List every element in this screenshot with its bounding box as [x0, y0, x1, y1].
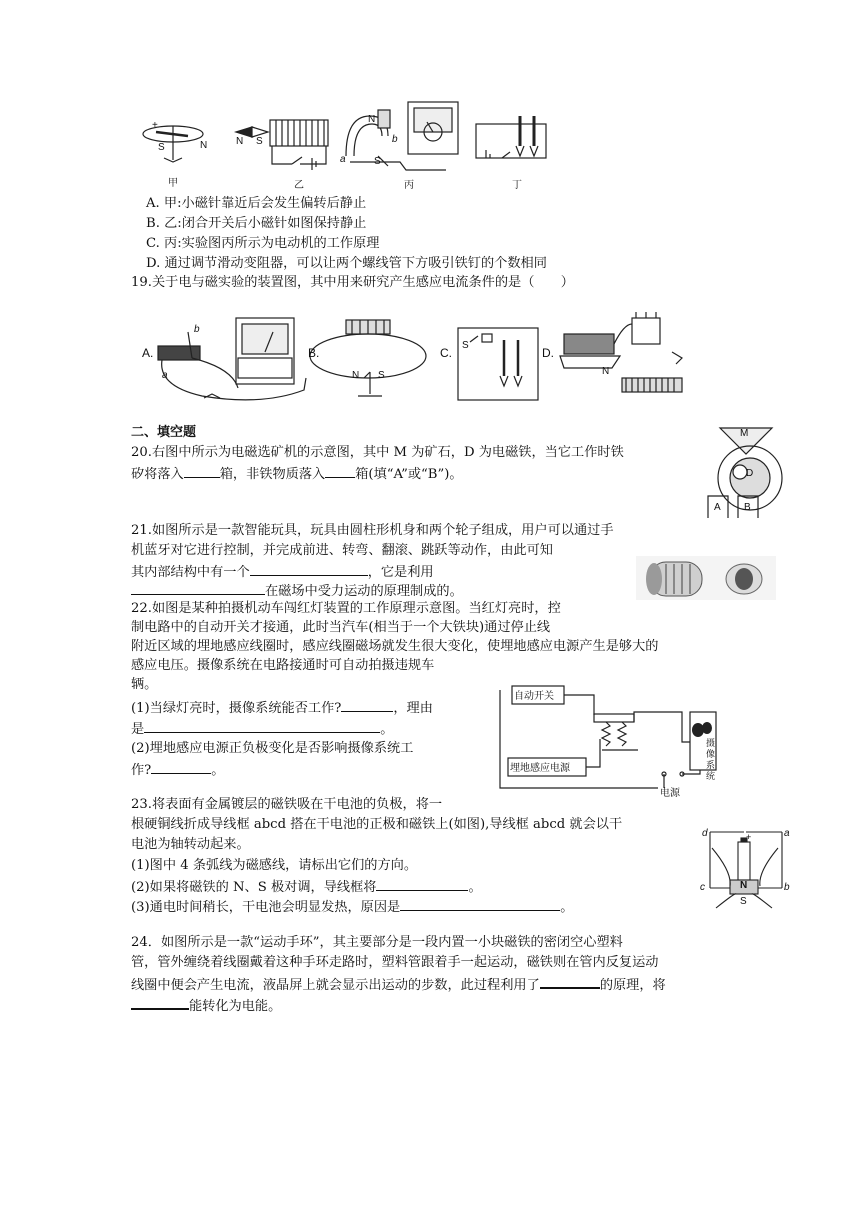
- section-title: 二、填空题: [131, 424, 197, 439]
- q18-label-yi-n: N: [236, 136, 244, 147]
- q23-figure: [700, 828, 790, 916]
- q18-label-bing-n: N: [368, 114, 376, 125]
- q24-line3: [131, 973, 666, 996]
- q21-line2: 机蓝牙对它进行控制，并完成前进、转弯、翻滚、跳跃等动作，由此可知: [131, 543, 553, 558]
- q22-label-camera: 摄像系统: [706, 738, 716, 781]
- figure-yi: [236, 120, 328, 170]
- q19d-label-n: N: [602, 366, 610, 377]
- q24-line4: [131, 994, 281, 1017]
- q18-label-jia-s: S: [158, 142, 165, 153]
- q20-blank-2[interactable]: [325, 463, 355, 478]
- q23-sub3: [131, 896, 573, 918]
- q20-label-d: D: [746, 468, 754, 479]
- q22-sub1-text-d: 。: [380, 722, 394, 737]
- q20-line2: [131, 463, 463, 485]
- q19-label-b: B.: [308, 346, 320, 360]
- q22-line3: 附近区域的埋地感应线圈时，感应线圈磁场就发生很大变化，使埋地感应电源产生是够大的: [131, 639, 659, 654]
- q19b-label-n: N: [352, 370, 360, 381]
- q18-caption-jia: 甲: [168, 178, 178, 189]
- q19-label-a: A.: [142, 346, 154, 360]
- q18-caption-ding: 丁: [512, 180, 522, 191]
- q20-text-c: 箱(填“A”或“B”)。: [355, 467, 463, 482]
- q20-text-b: 箱，非铁物质落入: [219, 467, 326, 482]
- q19-stem: 19.关于电与磁实验的装置图，其中用来研究产生感应电流条件的是（ ）: [131, 275, 574, 290]
- q22-label-source: 埋地感应电源: [510, 763, 570, 774]
- q22-label-power: 电源: [660, 788, 680, 799]
- q19b-label-s: S: [378, 370, 385, 381]
- q20-label-a: A: [714, 502, 721, 513]
- q24-blank-1[interactable]: [540, 973, 600, 989]
- q21-text-b: ，它是利用: [367, 565, 434, 580]
- q19a-label-b: b: [194, 324, 200, 335]
- q21-figure: [636, 556, 776, 600]
- q23-sub2: [131, 876, 482, 898]
- q22-sub2-cont: [131, 759, 224, 781]
- q21-line1: 21.如图所示是一款智能玩具，玩具由圆柱形机身和两个轮子组成，用户可以通过手: [131, 523, 614, 538]
- q21-blank-1[interactable]: [250, 561, 368, 576]
- q19a-label-a: a: [162, 370, 168, 381]
- q23-label-a: a: [784, 828, 790, 839]
- q21-text-c: 在磁场中受力运动的原理制成的。: [265, 584, 463, 599]
- q23-sub3-text-b: 。: [560, 900, 574, 915]
- q22-label-auto-switch: 自动开关: [514, 691, 554, 702]
- q18-label-jia-n: N: [200, 140, 208, 151]
- figure-bing: [346, 102, 458, 170]
- q18-option-a: A. 甲:小磁针靠近后会发生偏转后静止: [146, 196, 367, 211]
- q23-line2: 根硬铜线折成导线框 abcd 搭在干电池的正极和磁铁上(如图),导线框 abcd 就会以干: [131, 817, 623, 832]
- q21-toy-photo: [636, 556, 776, 600]
- q18-label-jia-plus: +: [152, 120, 158, 131]
- q22-line4: 感应电压。摄像系统在电路接通时可自动拍摄违规车: [131, 658, 435, 673]
- q18-caption-bing: 丙: [404, 180, 414, 191]
- q24-text-c: 能转化为电能。: [189, 999, 282, 1014]
- q19-label-d: D.: [542, 346, 554, 360]
- q22-line1: 22.如图是某种拍摄机动车闯红灯装置的工作原理示意图。当红灯亮时，控: [131, 601, 561, 616]
- q22-sub1-text-b: ，理由: [393, 701, 433, 716]
- q23-label-plus: +: [746, 832, 752, 842]
- figure-19c: [458, 328, 538, 400]
- q23-blank-1[interactable]: [376, 876, 468, 891]
- q22-sub1: [131, 697, 433, 719]
- figure-19b: [310, 320, 426, 396]
- q24-line2: 管，管外缠绕着线圈戴着这种手环走路时，塑料管跟着手一起运动，磁铁则在管内反复运动: [131, 955, 659, 970]
- q22-sub2-text-b: 作?: [131, 763, 152, 778]
- q22-line5: 辆。: [131, 677, 158, 692]
- q22-sub1-cont: [131, 718, 393, 740]
- q20-text-a: 矽将落入: [131, 467, 184, 482]
- q18-label-bing-a: a: [340, 154, 346, 165]
- q23-label-b: b: [784, 882, 790, 893]
- q18-label-yi-s: S: [256, 136, 263, 147]
- q23-line1: 23.将表面有金属镀层的磁铁吸在干电池的负极，将一: [131, 797, 443, 812]
- q22-sub2-text-c: 。: [211, 763, 225, 778]
- q18-option-b: B. 乙:闭合开关后小磁针如图保持静止: [146, 216, 367, 231]
- q22-blank-1[interactable]: [341, 697, 393, 712]
- q18-caption-yi: 乙: [294, 180, 304, 191]
- q23-sub3-text-a: (3)通电时间稍长，干电池会明显发热，原因是: [131, 900, 401, 915]
- q18-label-bing-s: S: [374, 156, 381, 167]
- q22-blank-3[interactable]: [151, 759, 211, 774]
- q19c-label-s: S: [462, 340, 469, 351]
- q19-label-c: C.: [440, 346, 452, 360]
- figure-19a: [158, 318, 306, 400]
- q22-sub1-text-a: (1)当绿灯亮时，摄像系统能否工作?: [131, 701, 342, 716]
- q19-figures: [132, 312, 692, 408]
- q21-blank-2[interactable]: [131, 580, 265, 595]
- q24-text-b: 的原理，将: [599, 978, 666, 993]
- q18-option-c: C. 丙:实验图丙所示为电动机的工作原理: [146, 236, 380, 251]
- q22-figure: [494, 680, 730, 802]
- q23-blank-2[interactable]: [400, 896, 560, 911]
- q21-text-a: 其内部结构中有一个: [131, 565, 250, 580]
- q20-line1: 20.右图中所示为电磁选矿机的示意图，其中 M 为矿石，D 为电磁铁，当它工作时铁: [131, 445, 624, 460]
- q23-label-s: S: [740, 896, 747, 907]
- q23-sub1: (1)图中 4 条弧线为磁感线，请标出它们的方向。: [131, 858, 418, 873]
- q22-sub1-text-c: 是: [131, 722, 145, 737]
- q24-blank-2[interactable]: [131, 994, 189, 1010]
- q23-line3: 电池为轴转动起来。: [131, 837, 250, 852]
- q23-label-c: c: [700, 882, 705, 893]
- q23-sub2-text-a: (2)如果将磁铁的 N、S 极对调，导线框将: [131, 880, 377, 895]
- q20-label-b: B: [744, 502, 751, 513]
- q20-figure: [700, 418, 792, 518]
- q22-sub2: (2)埋地感应电源正负极变化是否影响摄像系统工: [131, 741, 414, 756]
- q22-blank-2[interactable]: [144, 718, 380, 733]
- q22-line2: 制电路中的自动开关才接通，此时当汽车(相当于一个大铁块)通过停止线: [131, 620, 551, 635]
- q20-blank-1[interactable]: [184, 463, 220, 478]
- q18-option-d: D. 通过调节滑动变阻器，可以让两个螺线管下方吸引铁钉的个数相同: [146, 256, 547, 271]
- q19-figure-strip: [132, 312, 692, 408]
- figure-19d: [560, 312, 682, 392]
- figure-ding: [476, 116, 546, 158]
- figure-jia: [143, 126, 203, 162]
- q23-label-n: N: [740, 880, 748, 891]
- q20-label-m: M: [740, 428, 749, 439]
- q23-sub2-text-b: 。: [468, 880, 482, 895]
- q24-line1: 24．如图所示是一款“运动手环”，其主要部分是一段内置一小块磁铁的密闭空心塑料: [131, 935, 623, 950]
- q24-text-a: 线圈中便会产生电流，液晶屏上就会显示出运动的步数，此过程利用了: [131, 978, 540, 993]
- q23-label-d: d: [702, 828, 708, 839]
- q18-label-bing-b: b: [392, 134, 398, 145]
- q18-figure-strip: [140, 96, 560, 192]
